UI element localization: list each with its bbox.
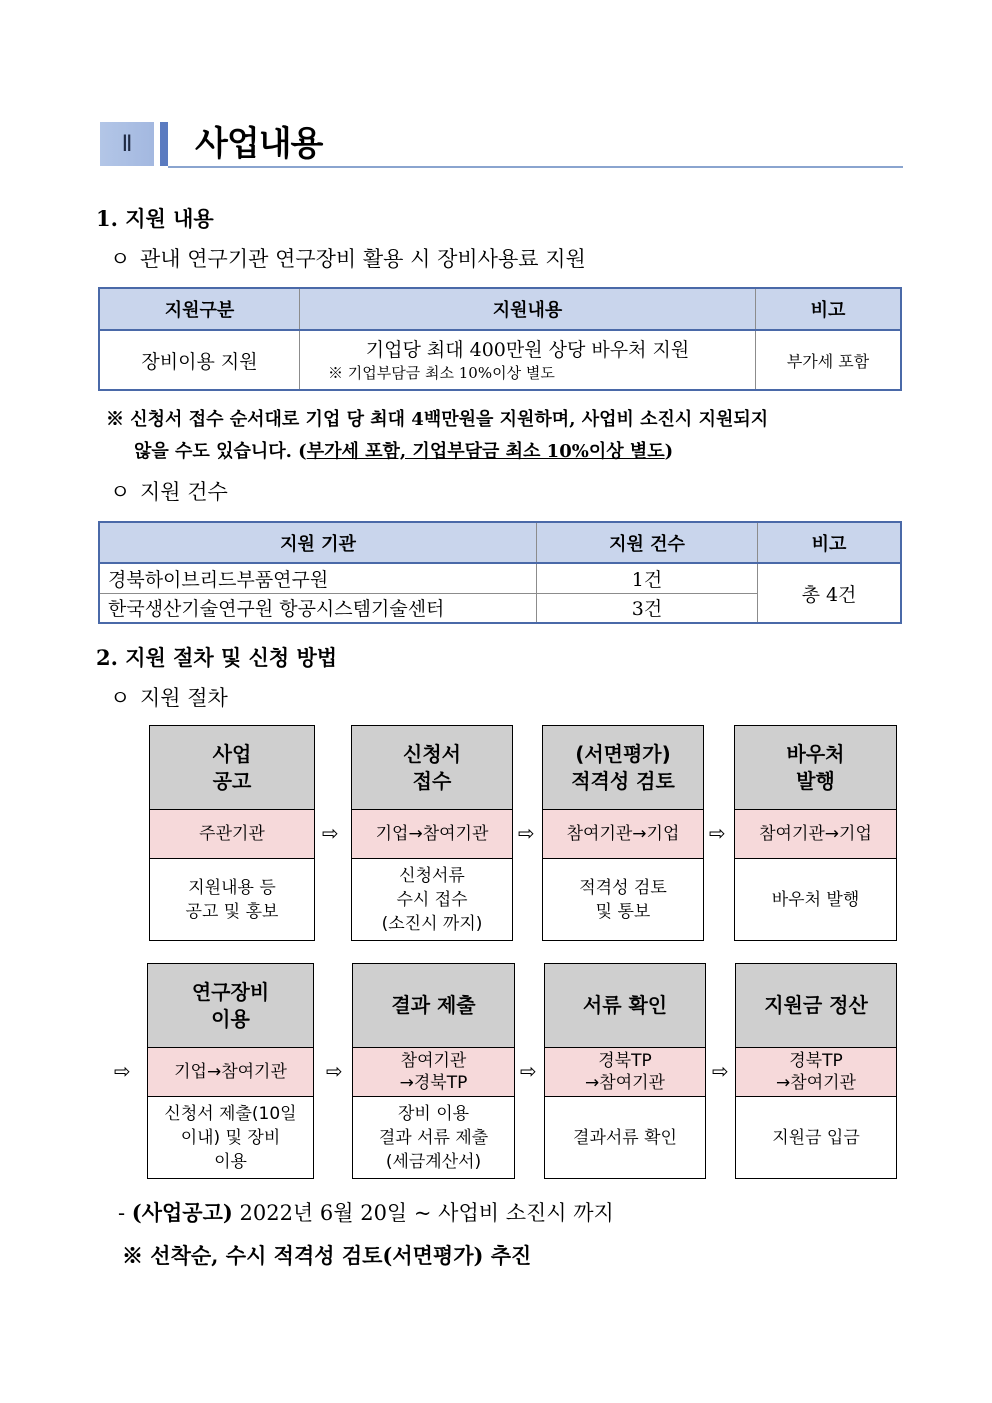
step-title-line: 서류 확인 — [582, 993, 668, 1017]
step-actor-line: 참여기관 — [400, 1051, 467, 1071]
final-note: ※ 선착순, 수시 적격성 검토(서면평가) 추진 — [122, 1243, 532, 1268]
step-title-line: 이용 — [211, 1006, 250, 1031]
step-desc-line: 지원금 입금 — [772, 1127, 860, 1148]
table2-header-remark: 비고 — [758, 522, 902, 563]
step-desc-line: 수시 접수 — [396, 889, 468, 910]
step-actor — [543, 810, 703, 859]
step-description — [148, 1097, 313, 1178]
step-actor — [736, 1048, 896, 1097]
step-actor — [148, 1048, 313, 1097]
step-desc-line: 바우처 발행 — [771, 889, 860, 910]
procedure-step-box — [351, 725, 513, 941]
step-desc-line: 장비 이용 — [397, 1103, 470, 1124]
step-title-line: 연구장비 — [191, 979, 270, 1004]
step-actor-line: 참여기관→기업 — [759, 824, 872, 844]
table1-content-note: ※ 기업부담금 최소 10%이상 별도 — [328, 364, 555, 382]
table1-remark-cell: 부가세 포함 — [756, 330, 902, 390]
section-accent-bar — [160, 122, 168, 166]
step-actor-line: →참여기관 — [776, 1073, 856, 1093]
procedure-step-box — [734, 725, 897, 941]
notice-line-2 — [134, 436, 673, 468]
step-title — [148, 964, 313, 1048]
procedure-step-box — [542, 725, 704, 941]
step-description — [736, 1097, 896, 1178]
step-actor — [352, 810, 512, 859]
step-actor — [545, 1048, 705, 1097]
support-count-table — [98, 521, 902, 624]
notice-suffix: ) — [664, 441, 674, 462]
flow-arrow-icon: ⇨ — [712, 1059, 729, 1083]
step-title — [736, 964, 896, 1048]
step-actor-line: 주관기관 — [199, 824, 265, 844]
section-underline — [168, 166, 903, 168]
bullet-support-description — [110, 243, 586, 273]
procedure-step-box — [544, 963, 706, 1179]
step-title — [543, 726, 703, 810]
procedure-step-box — [149, 725, 315, 941]
step-title-line: 지원금 정산 — [764, 993, 868, 1017]
step-desc-line: 지원내용 등 — [188, 877, 276, 898]
step-actor-line: →경북TP — [399, 1073, 468, 1093]
bullet-support-count — [110, 476, 228, 506]
heading-procedure: 2. 지원 절차 및 신청 방법 — [96, 645, 338, 670]
step-desc-line: 결과서류 확인 — [573, 1127, 677, 1148]
step-description — [352, 859, 512, 940]
section-title: 사업내용 — [195, 124, 323, 164]
table1-category-cell: 장비이용 지원 — [99, 330, 300, 390]
step-desc-line: 신청서류 — [399, 865, 465, 886]
step-description — [545, 1097, 705, 1178]
step-title-line: 신청서 — [403, 741, 461, 766]
schedule-label: (사업공고) — [131, 1200, 233, 1225]
table2-header-org: 지원 기관 — [99, 522, 537, 563]
section-number: Ⅱ — [100, 122, 154, 166]
table1-content-main: 기업당 최대 400만원 상당 바우처 지원 — [365, 339, 690, 361]
step-actor-line: 기업→참여기관 — [375, 824, 489, 844]
bullet-text: 관내 연구기관 연구장비 활용 시 장비사용료 지원 — [140, 247, 586, 271]
step-description — [543, 859, 703, 940]
step-title — [150, 726, 314, 810]
heading-support-content: 1. 지원 내용 — [96, 206, 214, 231]
step-actor — [353, 1048, 514, 1097]
step-desc-line: (세금계산서) — [385, 1151, 482, 1172]
support-content-table — [98, 287, 902, 391]
step-actor-line: →참여기관 — [585, 1073, 665, 1093]
table1-content-cell — [300, 330, 756, 390]
schedule-line — [118, 1197, 614, 1227]
flow-arrow-icon: ⇨ — [322, 821, 339, 845]
step-title — [352, 726, 512, 810]
bullet-mark: ㅇ — [110, 480, 131, 504]
step-actor-line: 경북TP — [598, 1051, 652, 1071]
step-actor-line: 기업→참여기관 — [174, 1062, 287, 1082]
step-description — [150, 859, 314, 940]
step-desc-line: 이용 — [214, 1151, 247, 1172]
step-desc-line: 신청서 제출(10일 — [164, 1103, 297, 1124]
bullet-text: 지원 건수 — [140, 480, 228, 504]
step-desc-line: 적격성 검토 — [579, 877, 667, 898]
schedule-dash: - — [118, 1201, 132, 1225]
table2-count-cell: 1건 — [537, 563, 758, 593]
bullet-procedure — [110, 682, 228, 712]
step-actor-line: 경북TP — [789, 1051, 843, 1071]
table2-remark-cell: 총 4건 — [758, 563, 902, 623]
step-title — [735, 726, 896, 810]
flow-arrow-icon: ⇨ — [518, 821, 535, 845]
schedule-period: 2022년 6월 20일 ~ 사업비 소진시 까지 — [232, 1201, 614, 1225]
step-title — [545, 964, 705, 1048]
step-desc-line: 결과 서류 제출 — [378, 1127, 489, 1148]
table1-header-remark: 비고 — [756, 288, 902, 330]
step-desc-line: 이내) 및 장비 — [180, 1127, 281, 1148]
step-actor — [150, 810, 314, 859]
step-title-line: 결과 제출 — [391, 993, 476, 1017]
step-desc-line: 공고 및 홍보 — [185, 901, 279, 922]
step-title-line: 접수 — [412, 768, 452, 793]
step-title-line: 적격성 검토 — [571, 768, 675, 793]
bullet-mark: ㅇ — [110, 247, 131, 271]
table2-header-count: 지원 건수 — [537, 522, 758, 563]
procedure-step-box — [147, 963, 314, 1179]
step-actor-line: 참여기관→기업 — [566, 824, 680, 844]
step-title-line: (서면평가) — [575, 741, 671, 766]
step-description — [353, 1097, 514, 1178]
procedure-step-box — [735, 963, 897, 1179]
table2-org-cell: 한국생산기술연구원 항공시스템기술센터 — [99, 593, 537, 623]
step-title-line: 공고 — [212, 768, 252, 793]
procedure-step-box — [352, 963, 515, 1179]
notice-prefix: 않을 수도 있습니다. ( — [134, 441, 307, 462]
flow-arrow-icon: ⇨ — [326, 1059, 343, 1083]
notice-underlined: 부가세 포함, 기업부담금 최소 10%이상 별도 — [306, 441, 665, 462]
table1-header-category: 지원구분 — [99, 288, 300, 330]
bullet-mark: ㅇ — [110, 686, 131, 710]
step-title-line: 발행 — [796, 768, 835, 793]
bullet-text: 지원 절차 — [140, 686, 228, 710]
flow-arrow-icon: ⇨ — [709, 821, 726, 845]
step-title-line: 사업 — [212, 741, 252, 766]
step-desc-line: (소진시 까지) — [381, 913, 483, 934]
notice-line-1: ※ 신청서 접수 순서대로 기업 당 최대 4백만원을 지원하며, 사업비 소진시 지원되지 — [106, 409, 769, 430]
table2-org-cell: 경북하이브리드부품연구원 — [99, 563, 537, 593]
table2-count-cell: 3건 — [537, 593, 758, 623]
flow-arrow-icon: ⇨ — [520, 1059, 537, 1083]
table1-header-content: 지원내용 — [300, 288, 756, 330]
step-actor — [735, 810, 896, 859]
step-desc-line: 및 통보 — [595, 901, 651, 922]
step-title — [353, 964, 514, 1048]
step-description — [735, 859, 896, 940]
step-title-line: 바우처 — [786, 741, 845, 766]
flow-arrow-icon: ⇨ — [114, 1059, 131, 1083]
